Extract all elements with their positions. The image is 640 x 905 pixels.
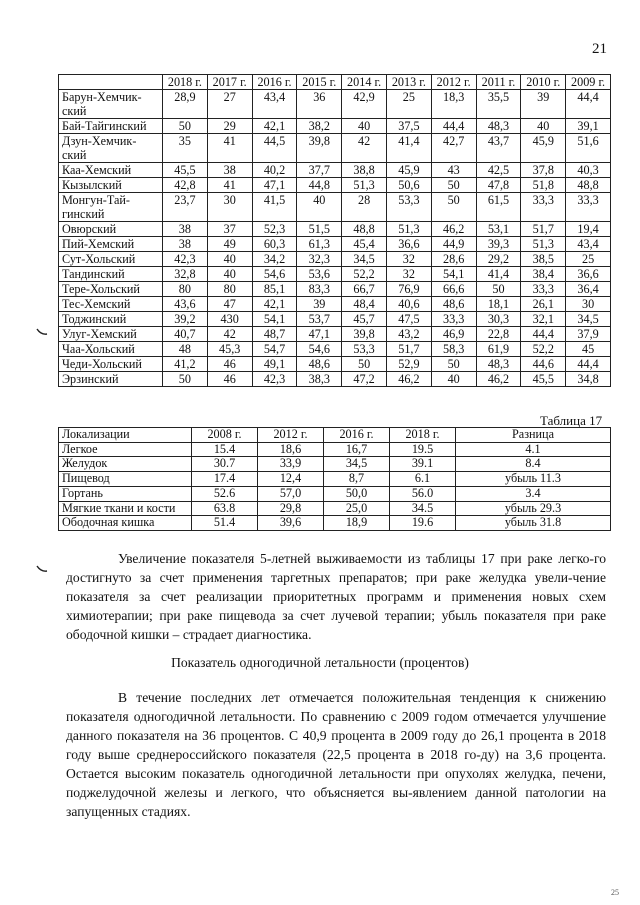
value-cell: 22,8	[476, 327, 521, 342]
value-cell: 80	[207, 282, 252, 297]
table-header-row	[59, 428, 611, 443]
value-cell: 45,4	[342, 237, 387, 252]
table-row	[59, 267, 611, 282]
value-cell: 40	[297, 193, 342, 222]
value-cell: 43,4	[566, 237, 611, 252]
row-label-cell: Каа-Хемский	[59, 163, 163, 178]
value-cell: 34.5	[390, 501, 456, 516]
column-header-year: 2015 г.	[297, 75, 342, 90]
value-cell: 51,3	[521, 237, 566, 252]
value-cell: 32,8	[163, 267, 208, 282]
value-cell: 39	[521, 90, 566, 119]
value-cell: 46,2	[386, 372, 431, 387]
value-cell: убыль 11.3	[456, 472, 611, 487]
table-row	[59, 516, 611, 531]
value-cell: 46,2	[431, 222, 476, 237]
value-cell: 28	[342, 193, 387, 222]
value-cell: 66,7	[342, 282, 387, 297]
value-cell: 32	[386, 252, 431, 267]
row-label-cell: Кызылский	[59, 178, 163, 193]
margin-tick-mark-icon	[36, 565, 48, 573]
value-cell: 40,6	[386, 297, 431, 312]
value-cell: 19.5	[390, 442, 456, 457]
value-cell: 50	[163, 119, 208, 134]
value-cell: 42,3	[252, 372, 297, 387]
value-cell: 60,3	[252, 237, 297, 252]
value-cell: 8.4	[456, 457, 611, 472]
value-cell: 32,3	[297, 252, 342, 267]
column-header-year: 2016 г.	[252, 75, 297, 90]
value-cell: 46	[207, 357, 252, 372]
row-label-cell: Тере-Хольский	[59, 282, 163, 297]
value-cell: 4.1	[456, 442, 611, 457]
value-cell: 50	[342, 357, 387, 372]
table-row	[59, 327, 611, 342]
column-header-label	[59, 75, 163, 90]
column-header-year: 2017 г.	[207, 75, 252, 90]
localization-survival-table	[58, 427, 611, 531]
value-cell: 33,3	[521, 282, 566, 297]
table-row	[59, 312, 611, 327]
value-cell: 3.4	[456, 486, 611, 501]
value-cell: 85,1	[252, 282, 297, 297]
value-cell: 45	[566, 342, 611, 357]
value-cell: 49,1	[252, 357, 297, 372]
value-cell: 48,3	[476, 119, 521, 134]
value-cell: 23,7	[163, 193, 208, 222]
value-cell: 51,3	[342, 178, 387, 193]
value-cell: 52,2	[521, 342, 566, 357]
row-label-cell: Монгун-Тай-гинский	[59, 193, 163, 222]
value-cell: 18,9	[324, 516, 390, 531]
value-cell: 41,4	[386, 134, 431, 163]
value-cell: 6.1	[390, 472, 456, 487]
value-cell: 42,1	[252, 297, 297, 312]
value-cell: 44,8	[297, 178, 342, 193]
value-cell: 51,8	[521, 178, 566, 193]
value-cell: 48,7	[252, 327, 297, 342]
row-label-cell: Барун-Хемчик-ский	[59, 90, 163, 119]
value-cell: 430	[207, 312, 252, 327]
value-cell: 45,9	[386, 163, 431, 178]
survival-by-district-table	[58, 74, 611, 387]
value-cell: 40	[207, 252, 252, 267]
value-cell: 37	[207, 222, 252, 237]
value-cell: 18,1	[476, 297, 521, 312]
value-cell: 52,3	[252, 222, 297, 237]
table-row	[59, 163, 611, 178]
value-cell: 32,1	[521, 312, 566, 327]
value-cell: 35	[163, 134, 208, 163]
value-cell: 28,9	[163, 90, 208, 119]
value-cell: 16,7	[324, 442, 390, 457]
value-cell: 48,8	[566, 178, 611, 193]
table-row	[59, 357, 611, 372]
value-cell: 54,1	[431, 267, 476, 282]
value-cell: 54,7	[252, 342, 297, 357]
column-header-year: Разница	[456, 428, 611, 443]
value-cell: 42,5	[476, 163, 521, 178]
value-cell: 41,5	[252, 193, 297, 222]
value-cell: 25	[386, 90, 431, 119]
column-header-year: 2012 г.	[431, 75, 476, 90]
table-header-row	[59, 75, 611, 90]
value-cell: 34,8	[566, 372, 611, 387]
row-label-cell: Ободочная кишка	[59, 516, 192, 531]
row-label-cell: Эрзинский	[59, 372, 163, 387]
value-cell: 40,7	[163, 327, 208, 342]
value-cell: 48,4	[342, 297, 387, 312]
value-cell: 66,6	[431, 282, 476, 297]
value-cell: убыль 29.3	[456, 501, 611, 516]
value-cell: 44,6	[521, 357, 566, 372]
value-cell: 43,2	[386, 327, 431, 342]
value-cell: 34,5	[324, 457, 390, 472]
value-cell: 47	[207, 297, 252, 312]
value-cell: 39,6	[258, 516, 324, 531]
row-label-cell: Легкое	[59, 442, 192, 457]
table-row	[59, 486, 611, 501]
row-label-cell: Дзун-Хемчик-ский	[59, 134, 163, 163]
paragraph-survival-explanation: Увеличение показателя 5-летней выживаемости из таблицы 17 при раке легко-го достигнуто за счет применения таргетных препаратов; при раке желудка увели-чение показателя за счет реализации приоритетных программ и применения новых схем химиотерапии; при раке пищевода за счет лучевой терапии; убыль показателя при раке ободочной кишки – страдает диагностика.	[66, 551, 606, 642]
margin-tick-mark-icon	[36, 328, 48, 336]
table-row	[59, 134, 611, 163]
value-cell: 37,5	[386, 119, 431, 134]
value-cell: 34,5	[566, 312, 611, 327]
table-row	[59, 178, 611, 193]
value-cell: 48,3	[476, 357, 521, 372]
value-cell: 43	[431, 163, 476, 178]
value-cell: 53,3	[386, 193, 431, 222]
value-cell: 83,3	[297, 282, 342, 297]
value-cell: 29,2	[476, 252, 521, 267]
value-cell: 44,5	[252, 134, 297, 163]
value-cell: 42	[207, 327, 252, 342]
value-cell: 47,1	[252, 178, 297, 193]
value-cell: 45,9	[521, 134, 566, 163]
value-cell: 38,4	[521, 267, 566, 282]
value-cell: 37,9	[566, 327, 611, 342]
row-label-cell: Тоджинский	[59, 312, 163, 327]
column-header-year: 2018 г.	[390, 428, 456, 443]
value-cell: 29,8	[258, 501, 324, 516]
table-row	[59, 297, 611, 312]
value-cell: 54,6	[252, 267, 297, 282]
value-cell: 27	[207, 90, 252, 119]
value-cell: 52,9	[386, 357, 431, 372]
value-cell: 47,2	[342, 372, 387, 387]
table-row	[59, 442, 611, 457]
value-cell: 44,4	[431, 119, 476, 134]
table-row	[59, 501, 611, 516]
value-cell: 43,6	[163, 297, 208, 312]
value-cell: 37,8	[521, 163, 566, 178]
row-label-cell: Тес-Хемский	[59, 297, 163, 312]
row-label-cell: Тандинский	[59, 267, 163, 282]
value-cell: 19.6	[390, 516, 456, 531]
column-header-year: 2009 г.	[566, 75, 611, 90]
table-row	[59, 252, 611, 267]
value-cell: 30.7	[192, 457, 258, 472]
value-cell: 47,1	[297, 327, 342, 342]
value-cell: 56.0	[390, 486, 456, 501]
value-cell: 18,3	[431, 90, 476, 119]
value-cell: 44,4	[566, 90, 611, 119]
value-cell: 39,8	[297, 134, 342, 163]
value-cell: 25	[566, 252, 611, 267]
value-cell: 43,7	[476, 134, 521, 163]
value-cell: 43,4	[252, 90, 297, 119]
row-label-cell: Пий-Хемский	[59, 237, 163, 252]
value-cell: 38	[163, 237, 208, 252]
table-caption: Таблица 17	[540, 413, 603, 428]
value-cell: 19,4	[566, 222, 611, 237]
value-cell: 36,4	[566, 282, 611, 297]
value-cell: 51,3	[386, 222, 431, 237]
value-cell: 40	[521, 119, 566, 134]
value-cell: 42,3	[163, 252, 208, 267]
value-cell: 41,2	[163, 357, 208, 372]
value-cell: 57,0	[258, 486, 324, 501]
value-cell: 35,5	[476, 90, 521, 119]
value-cell: 53,1	[476, 222, 521, 237]
column-header-year: 2011 г.	[476, 75, 521, 90]
value-cell: 30	[207, 193, 252, 222]
table-row	[59, 457, 611, 472]
value-cell: 80	[163, 282, 208, 297]
value-cell: 45,7	[342, 312, 387, 327]
value-cell: 51,6	[566, 134, 611, 163]
value-cell: 63.8	[192, 501, 258, 516]
value-cell: 54,1	[252, 312, 297, 327]
value-cell: 45,3	[207, 342, 252, 357]
value-cell: 38,5	[521, 252, 566, 267]
column-header-year: 2013 г.	[386, 75, 431, 90]
table-row	[59, 193, 611, 222]
table-row	[59, 472, 611, 487]
value-cell: 40,3	[566, 163, 611, 178]
value-cell: 44,4	[521, 327, 566, 342]
value-cell: 53,7	[297, 312, 342, 327]
value-cell: 33,3	[566, 193, 611, 222]
column-header-label: Локализации	[59, 428, 192, 443]
row-label-cell: Чеди-Хольский	[59, 357, 163, 372]
value-cell: 49	[207, 237, 252, 252]
table-row	[59, 119, 611, 134]
row-label-cell: Улуг-Хемский	[59, 327, 163, 342]
value-cell: 50	[431, 193, 476, 222]
value-cell: 30	[566, 297, 611, 312]
value-cell: 34,5	[342, 252, 387, 267]
row-label-cell: Чаа-Хольский	[59, 342, 163, 357]
table-row	[59, 372, 611, 387]
row-label-cell: Мягкие ткани и кости	[59, 501, 192, 516]
section-heading: Показатель одногодичной летальности (процентов)	[171, 655, 469, 670]
value-cell: 33,3	[431, 312, 476, 327]
value-cell: 30,3	[476, 312, 521, 327]
value-cell: 28,6	[431, 252, 476, 267]
value-cell: 38	[163, 222, 208, 237]
corner-mark: 25	[611, 888, 619, 897]
table-row	[59, 90, 611, 119]
value-cell: 26,1	[521, 297, 566, 312]
value-cell: 41	[207, 134, 252, 163]
value-cell: 40	[207, 267, 252, 282]
value-cell: 50,6	[386, 178, 431, 193]
value-cell: 39.1	[390, 457, 456, 472]
table-row	[59, 222, 611, 237]
row-label-cell: Пищевод	[59, 472, 192, 487]
value-cell: 17.4	[192, 472, 258, 487]
row-label-cell: Бай-Тайгинский	[59, 119, 163, 134]
value-cell: 39	[297, 297, 342, 312]
value-cell: 42,7	[431, 134, 476, 163]
page-number: 21	[592, 41, 607, 57]
value-cell: 52.6	[192, 486, 258, 501]
value-cell: 36	[297, 90, 342, 119]
value-cell: 47,8	[476, 178, 521, 193]
value-cell: 61,9	[476, 342, 521, 357]
value-cell: 61,5	[476, 193, 521, 222]
value-cell: 46	[207, 372, 252, 387]
value-cell: 32	[386, 267, 431, 282]
value-cell: 40	[342, 119, 387, 134]
column-header-year: 2012 г.	[258, 428, 324, 443]
value-cell: 25,0	[324, 501, 390, 516]
row-label-cell: Сут-Хольский	[59, 252, 163, 267]
value-cell: 33,3	[521, 193, 566, 222]
value-cell: 53,3	[342, 342, 387, 357]
value-cell: 42,1	[252, 119, 297, 134]
value-cell: 50,0	[324, 486, 390, 501]
table-row	[59, 237, 611, 252]
value-cell: 40,2	[252, 163, 297, 178]
value-cell: 18,6	[258, 442, 324, 457]
column-header-year: 2008 г.	[192, 428, 258, 443]
value-cell: 15.4	[192, 442, 258, 457]
value-cell: 12,4	[258, 472, 324, 487]
value-cell: 38	[207, 163, 252, 178]
value-cell: 52,2	[342, 267, 387, 282]
row-label-cell: Овюрский	[59, 222, 163, 237]
value-cell: 45,5	[163, 163, 208, 178]
value-cell: 61,3	[297, 237, 342, 252]
value-cell: 44,9	[431, 237, 476, 252]
value-cell: 42	[342, 134, 387, 163]
value-cell: 42,9	[342, 90, 387, 119]
table-row	[59, 282, 611, 297]
value-cell: 51.4	[192, 516, 258, 531]
value-cell: 41,4	[476, 267, 521, 282]
column-header-year: 2018 г.	[163, 75, 208, 90]
value-cell: 48	[163, 342, 208, 357]
value-cell: 29	[207, 119, 252, 134]
value-cell: 50	[431, 357, 476, 372]
value-cell: 54,6	[297, 342, 342, 357]
value-cell: 36,6	[566, 267, 611, 282]
table-row	[59, 342, 611, 357]
value-cell: 53,6	[297, 267, 342, 282]
value-cell: 39,2	[163, 312, 208, 327]
value-cell: 46,2	[476, 372, 521, 387]
value-cell: 38,3	[297, 372, 342, 387]
value-cell: 76,9	[386, 282, 431, 297]
value-cell: 50	[476, 282, 521, 297]
column-header-year: 2010 г.	[521, 75, 566, 90]
column-header-year: 2014 г.	[342, 75, 387, 90]
value-cell: 37,7	[297, 163, 342, 178]
value-cell: 44,4	[566, 357, 611, 372]
value-cell: 34,2	[252, 252, 297, 267]
paragraph-one-year-mortality: В течение последних лет отмечается положительная тенденция к снижению показателя одногодичной летальности. По сравнению с 2009 годом отмечается улучшение данного показателя на 36 процентов. С 40,9 процента в 2009 году до 26,1 процента в 2018 году выше среднероссийского показателя (22,5 процента в 2018 го-ду) на 3,6 процента. Остается высоким показатель одногодичной летальности при опухолях желудка, печени, поджелудочной железы и легкого, что объясняется вы-явлением данной патологии на запущенных стадиях.	[66, 690, 606, 819]
value-cell: убыль 31.8	[456, 516, 611, 531]
value-cell: 39,3	[476, 237, 521, 252]
value-cell: 42,8	[163, 178, 208, 193]
row-label-cell: Гортань	[59, 486, 192, 501]
row-label-cell: Желудок	[59, 457, 192, 472]
value-cell: 33,9	[258, 457, 324, 472]
value-cell: 40	[431, 372, 476, 387]
value-cell: 39,1	[566, 119, 611, 134]
value-cell: 51,7	[521, 222, 566, 237]
value-cell: 38,8	[342, 163, 387, 178]
value-cell: 48,6	[431, 297, 476, 312]
value-cell: 58,3	[431, 342, 476, 357]
value-cell: 48,6	[297, 357, 342, 372]
value-cell: 51,7	[386, 342, 431, 357]
value-cell: 45,5	[521, 372, 566, 387]
value-cell: 47,5	[386, 312, 431, 327]
value-cell: 39,8	[342, 327, 387, 342]
value-cell: 51,5	[297, 222, 342, 237]
value-cell: 38,2	[297, 119, 342, 134]
value-cell: 50	[163, 372, 208, 387]
value-cell: 36,6	[386, 237, 431, 252]
value-cell: 46,9	[431, 327, 476, 342]
value-cell: 48,8	[342, 222, 387, 237]
value-cell: 50	[431, 178, 476, 193]
value-cell: 8,7	[324, 472, 390, 487]
value-cell: 41	[207, 178, 252, 193]
column-header-year: 2016 г.	[324, 428, 390, 443]
